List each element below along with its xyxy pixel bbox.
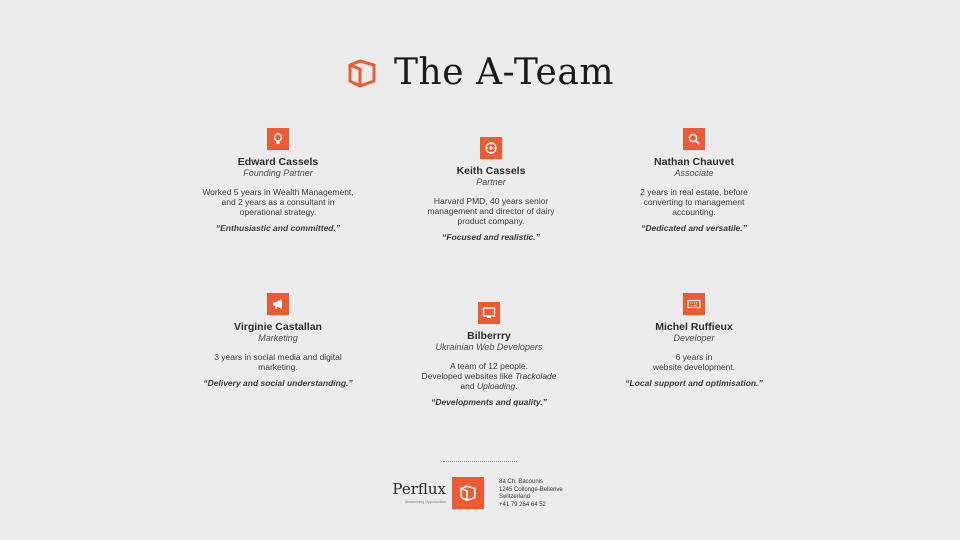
- footer-address: 8a Ch. Bacounis 1245 Collonge-Bellerive Switzerland +41 79 264 64 52: [499, 479, 563, 508]
- member-description: A team of 12 people. Developed websites like Trackolade and Uploading.: [421, 361, 557, 391]
- member-card-bilberrry: [389, 302, 589, 407]
- member-role: Founding Partner: [243, 168, 313, 178]
- member-card-michel-ruffieux: [594, 293, 794, 388]
- member-quote: “Delivery and social understanding.”: [203, 378, 353, 388]
- monitor-icon: [478, 302, 500, 324]
- member-description: Worked 5 years in Wealth Management, and 2 years as a consultant in operational strategy.: [202, 187, 354, 217]
- footer-brand: [376, 480, 446, 504]
- logo-icon: [346, 57, 378, 89]
- magnifier-icon: [683, 128, 705, 150]
- member-name: Bilberrry: [467, 330, 511, 342]
- target-icon: [480, 137, 502, 159]
- member-role: Marketing: [258, 333, 298, 343]
- footer-divider: [443, 461, 517, 462]
- member-quote: “Enthusiastic and committed.”: [215, 223, 341, 233]
- member-quote: “Dedicated and versatile.”: [641, 223, 747, 233]
- member-role: Developer: [673, 333, 715, 343]
- member-description: 3 years in social media and digital marketing.: [214, 352, 342, 372]
- member-card-nathan-chauvet: [594, 128, 794, 233]
- member-quote: “Local support and optimisation.”: [625, 378, 763, 388]
- member-name: Keith Cassels: [456, 165, 526, 177]
- member-description: Harvard PMD, 40 years senior management and director of dairy product company.: [427, 196, 555, 226]
- footer-logo-icon: [452, 477, 484, 509]
- member-name: Michel Ruffieux: [655, 321, 733, 333]
- member-role: Associate: [674, 168, 714, 178]
- member-name: Virginie Castallan: [234, 321, 322, 333]
- member-card-edward-cassels: [178, 128, 378, 233]
- member-card-virginie-castallan: [178, 293, 378, 388]
- member-role: Ukrainian Web Developers: [435, 342, 543, 352]
- member-description: 6 years in website development.: [652, 352, 736, 372]
- member-description: 2 years in real estate, before converting to management accounting.: [640, 187, 748, 217]
- member-role: Partner: [476, 177, 506, 187]
- lightbulb-icon: [267, 128, 289, 150]
- page-header: [0, 52, 960, 93]
- keyboard-icon: [683, 293, 705, 315]
- member-name: Nathan Chauvet: [654, 156, 734, 168]
- member-name: Edward Cassels: [237, 156, 319, 168]
- brand-tagline: Streamlining Opportunities: [404, 500, 446, 504]
- brand-name: Perflux: [392, 480, 446, 498]
- megaphone-icon: [267, 293, 289, 315]
- member-quote: “Focused and realistic.”: [442, 232, 540, 242]
- member-quote: “Developments and quality.”: [431, 397, 547, 407]
- member-card-keith-cassels: [391, 137, 591, 242]
- page-title: The A-Team: [394, 52, 614, 93]
